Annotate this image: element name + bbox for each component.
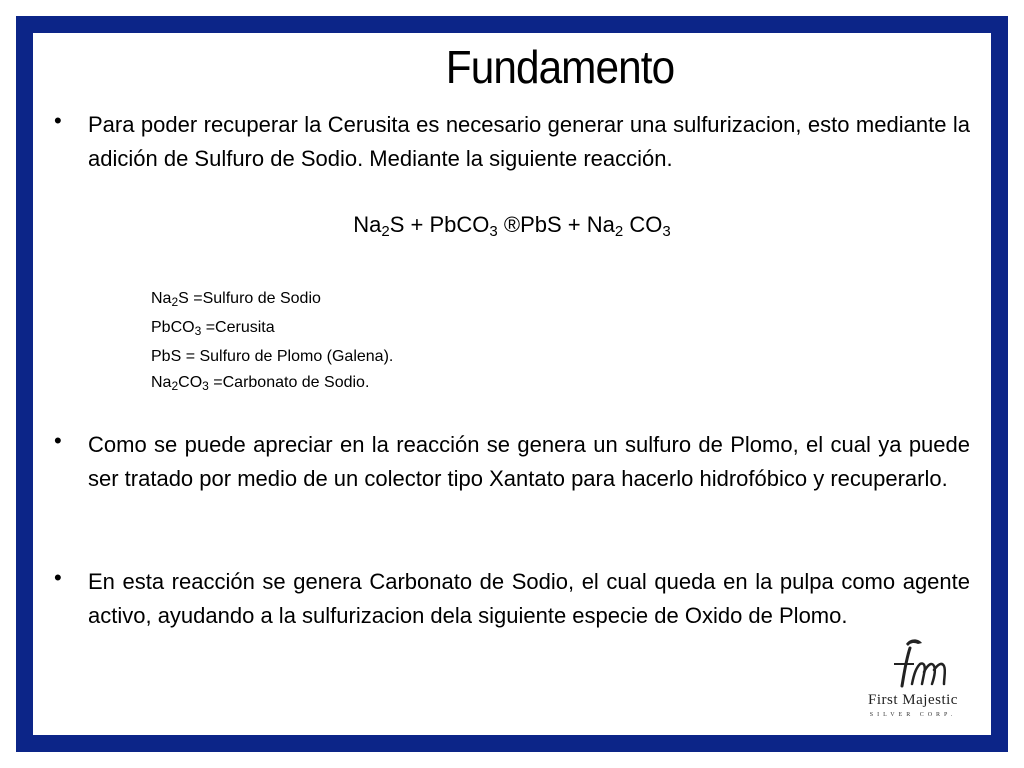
def-subscript: 3: [194, 324, 202, 338]
def-part: PbS = Sulfuro de Plomo (Galena).: [151, 348, 394, 365]
eq-subscript: 3: [489, 223, 498, 240]
def-subscript: 3: [202, 379, 209, 393]
definition-item: [151, 344, 393, 370]
definition-item: [151, 370, 393, 399]
slide-title: Fundamento: [445, 41, 675, 93]
def-part: =Cerusita: [201, 319, 275, 336]
def-subscript: 2: [171, 379, 179, 393]
logo-subtitle: SILVER CORP.: [869, 712, 957, 718]
def-part: Na: [151, 374, 172, 391]
eq-subscript: 3: [662, 223, 671, 240]
bullet-text-1: Para poder recuperar la Cerusita es necesario generar una sulfurizacion, esto mediante la adición de Sulfuro de Sodio. Mediante la siguiente reacción.: [88, 112, 970, 171]
logo-name: First Majestic: [868, 692, 958, 708]
eq-subscript: 2: [381, 223, 390, 240]
bullet-item-2: [54, 428, 970, 496]
bullet-item-1: [54, 108, 970, 176]
eq-part: CO: [623, 212, 663, 237]
bullet-dot: •: [54, 108, 62, 133]
eq-part: S + PbCO: [389, 212, 490, 237]
eq-part: ®PbS + Na: [497, 212, 615, 237]
bullet-text-2: Como se puede apreciar en la reacción se genera un sulfuro de Plomo, el cual ya puede ser tratado por medio de un colector tipo Xantato para hacerlo hidrofóbico y recuperarlo.: [88, 432, 970, 491]
eq-subscript: 2: [614, 223, 624, 240]
def-part: PbCO: [151, 319, 195, 336]
definition-item: [151, 286, 393, 315]
eq-part: Na: [353, 212, 382, 237]
def-part: S =Sulfuro de Sodio: [178, 290, 321, 307]
bullet-dot: •: [54, 565, 62, 590]
bullet-item-3: [54, 565, 970, 633]
def-subscript: 2: [171, 295, 179, 309]
bullet-text-3: En esta reacción se genera Carbonato de Sodio, el cual queda en la pulpa como agente activo, ayudando a la sulfurizacion dela siguiente especie de Oxido de Plomo.: [88, 569, 970, 628]
definitions-list: [151, 286, 393, 399]
bullet-dot: •: [54, 428, 62, 453]
def-part: Na: [151, 290, 172, 307]
fm-monogram-icon: [848, 634, 978, 694]
definition-item: [151, 315, 393, 344]
def-part: CO: [178, 374, 203, 391]
def-part: =Carbonato de Sodio.: [208, 374, 370, 391]
company-logo: [848, 634, 978, 726]
reaction-equation: [0, 212, 1024, 240]
